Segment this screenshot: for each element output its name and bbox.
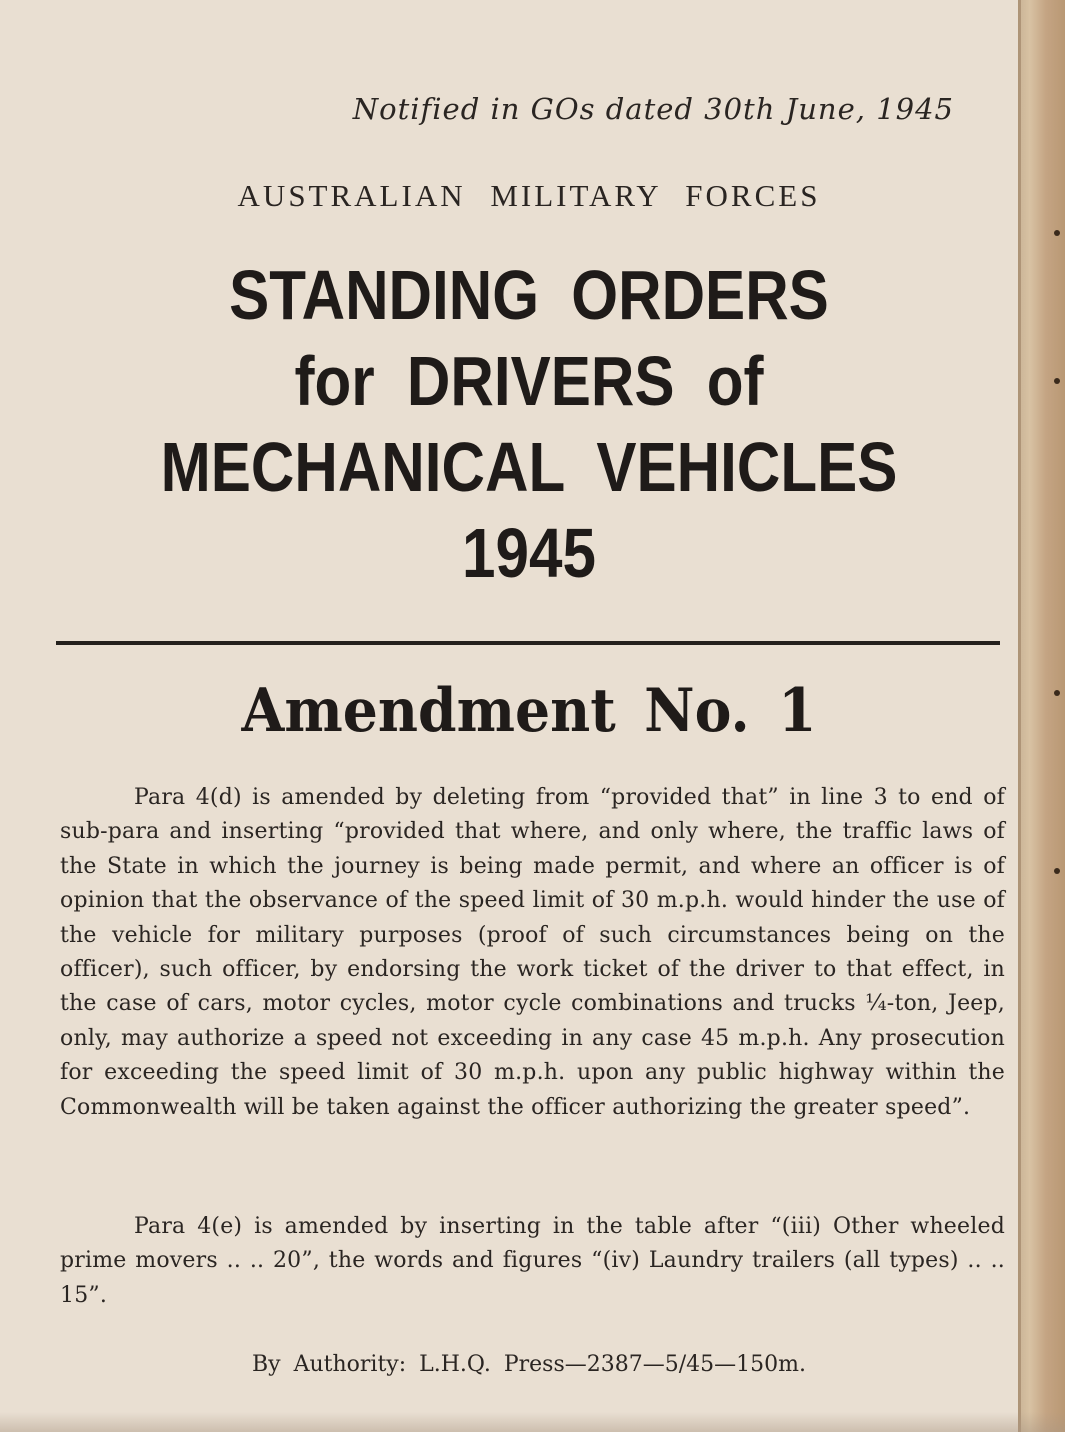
page-edge <box>1018 0 1065 1432</box>
organization-heading: AUSTRALIAN MILITARY FORCES <box>237 178 821 213</box>
bottom-shadow <box>0 1412 1065 1432</box>
title-line-3: MECHANICAL VEHICLES <box>160 428 898 506</box>
edge-mark <box>1054 868 1060 874</box>
document-title <box>74 252 984 596</box>
title-line-1: STANDING ORDERS <box>229 256 829 334</box>
notification-line: Notified in GOs dated 30th June, 1945 <box>352 92 954 126</box>
edge-mark <box>1054 378 1060 384</box>
title-year: 1945 <box>462 514 596 592</box>
printing-authority: By Authority: L.H.Q. Press—2387—5/45—150m. <box>252 1352 806 1377</box>
amendment-paragraph-2: Para 4(e) is amended by inserting in the table after “(iii) Other wheeled prime movers .. .. 20”, the words and figures “(iv) Laundry trailers (all types) .. .. 15”. <box>60 1214 1005 1308</box>
edge-mark <box>1054 230 1060 236</box>
edge-mark <box>1054 690 1060 696</box>
amendment-paragraph-1: Para 4(d) is amended by deleting from “provided that” in line 3 to end of sub-para and inserting “provided that where, and only where, the traffic laws of the State in which the journey is being made permit, and where an officer is of opinion that the observance of the speed limit of 30 m.p.h. would hinder the use of the vehicle for military purposes (proof of such circumstances being on the officer), such officer, by endorsing the work ticket of the driver to that effect, in the case of cars, motor cycles, motor cycle combinations and trucks ¼-ton, Jeep, only, may authorize a speed not exceeding in any case 45 m.p.h. Any prosecution for exceeding the speed limit of 30 m.p.h. upon any public highway within the Commonwealth will be taken against the officer authorizing the greater speed”. <box>60 785 1005 1120</box>
horizontal-rule <box>56 641 1000 645</box>
title-line-2: for DRIVERS of <box>294 342 764 420</box>
amendment-heading: Amendment No. 1 <box>241 676 817 746</box>
